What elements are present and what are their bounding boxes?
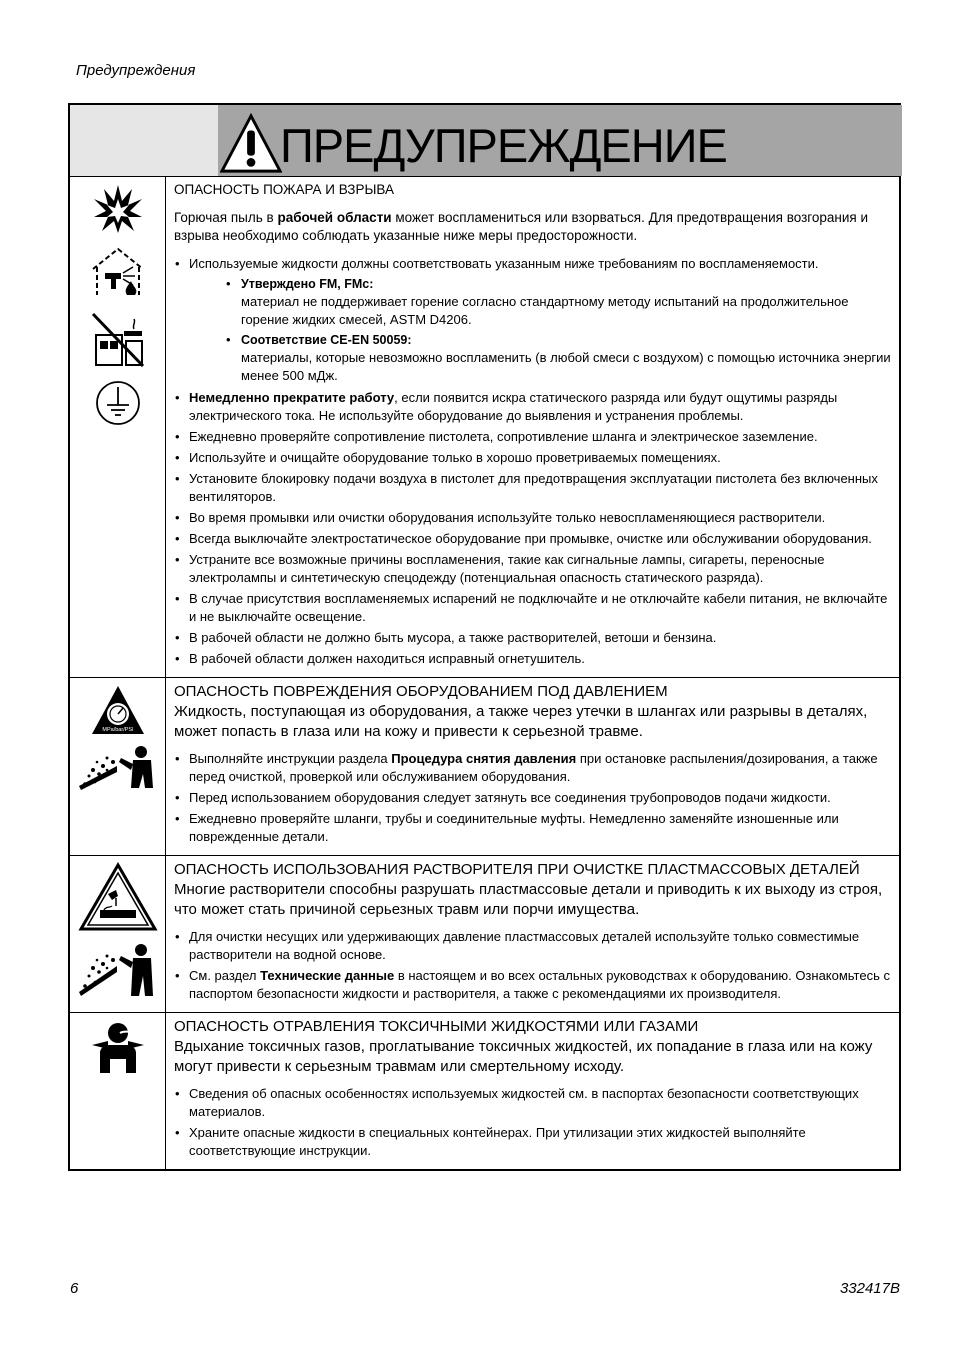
- hazard-title: ОПАСНОСТЬ ПОЖАРА И ВЗРЫВА: [174, 182, 394, 197]
- sub-bullet-title: Утверждено FM, FMc:: [241, 277, 374, 291]
- page-number: 6: [70, 1280, 79, 1297]
- hazard-title: ОПАСНОСТЬ ИСПОЛЬЗОВАНИЯ РАСТВОРИТЕЛЯ ПРИ ОЧИСТКЕ ПЛАСТМАССОВЫХ ДЕТАЛЕЙ: [174, 861, 860, 878]
- bullet-text: в настоящем и во всех остальных руководствах к оборудованию. Ознакомьтесь с паспортом безопасности жидкости и растворителя, а также с рекомендациями их производителя.: [189, 968, 890, 1001]
- hazard-text-fire: [166, 177, 899, 677]
- list-item: • Во время промывки или очистки оборудования используйте только невоспламеняющиеся растворители.: [174, 509, 893, 527]
- list-item: • Перед использованием оборудования следует затянуть все соединения трубопроводов подачи жидкости.: [174, 789, 893, 807]
- bullet-bold-text: Процедура снятия давления: [391, 751, 577, 766]
- hazard-intro: Многие растворители способны разрушать пластмассовые детали и приводить к их выходу из строя, что может стать причиной серьезных травм или порчи имущества.: [174, 881, 883, 918]
- hazard-icons-pressure: [70, 678, 166, 855]
- hazard-bullet-list: [174, 928, 893, 1003]
- bullet-text: Выполняйте инструкции раздела: [189, 751, 392, 766]
- list-item: • Всегда выключайте электростатическое оборудование при промывке, очистке или обслуживании оборудования.: [174, 530, 893, 548]
- warning-table: [68, 103, 901, 1171]
- list-item: • Установите блокировку подачи воздуха в пистолет для предотвращения эксплуатации пистолета без включенных вентиляторов.: [174, 470, 893, 506]
- hazard-row-toxic: [70, 1012, 899, 1169]
- list-item: • В случае присутствия воспламеняемых испарений не подключайте и не отключайте кабели питания, не включайте и не выключайте освещение.: [174, 590, 893, 626]
- list-item: [174, 967, 893, 1003]
- ground-icon: [94, 379, 142, 427]
- hazard-icons-fire: [70, 177, 166, 677]
- hazard-bullet-list: [174, 750, 893, 846]
- spray-fire-house-icon: [87, 245, 149, 301]
- sub-bullet-list: [226, 275, 893, 385]
- no-smoking-no-spark-icon: [90, 311, 146, 369]
- bullet-bold-text: Технические данные: [260, 968, 395, 983]
- intro-text: может воспламениться или взорваться. Для предотвращения возгорания и взрыва необходимо соблюдать указанные ниже меры предосторожности.: [174, 210, 869, 243]
- list-item: • Для очистки несущих или удерживающих давление пластмассовых деталей используйте только совместимые растворители на водной основе.: [174, 928, 893, 964]
- list-item: • Ежедневно проверяйте сопротивление пистолета, сопротивление шланга и электрическое заземление.: [174, 428, 893, 446]
- hazard-icons-solvent: [70, 856, 166, 1012]
- hazard-text-toxic: [166, 1013, 899, 1169]
- list-item: [174, 255, 893, 385]
- list-item: [174, 389, 893, 425]
- warning-triangle-icon: [220, 113, 282, 175]
- list-item: [226, 331, 893, 385]
- sub-bullet-text: материалы, которые невозможно воспламенить (в любой смеси с воздухом) с помощью источника энергии менее 500 мДж.: [241, 350, 891, 383]
- list-item: • В рабочей области должен находиться исправный огнетушитель.: [174, 650, 893, 668]
- banner-title: ПРЕДУПРЕЖДЕНИЕ: [280, 119, 727, 172]
- hazard-intro: Вдыхание токсичных газов, проглатывание токсичных жидкостей, их попадание в глаза или на кожу могут привести к серьезным травмам или смертельному исходу.: [174, 1038, 873, 1075]
- page-section-header: Предупреждения: [76, 62, 196, 79]
- warning-banner: [70, 105, 899, 177]
- hazard-bullet-list: [174, 255, 893, 668]
- hazard-intro: Жидкость, поступающая из оборудования, а также через утечки в шлангах или разрывы в деталях, может попасть в глаза или на кожу и привести к серьезной травме.: [174, 703, 868, 740]
- bullet-bold-text: Немедленно прекратите работу: [189, 390, 395, 405]
- explosion-icon: [92, 183, 144, 235]
- intro-text: Горючая пыль в: [174, 210, 278, 225]
- list-item: [174, 750, 893, 786]
- sub-bullet-title: Соответствие CE-EN 50059:: [241, 333, 412, 347]
- list-item: [226, 275, 893, 329]
- bullet-text: См. раздел: [189, 968, 261, 983]
- pressure-gauge-icon: [90, 684, 146, 736]
- hazard-bullet-list: [174, 1085, 893, 1160]
- hazard-title: ОПАСНОСТЬ ПОВРЕЖДЕНИЯ ОБОРУДОВАНИЕМ ПОД ДАВЛЕНИЕМ: [174, 683, 668, 700]
- hazard-text-solvent: [166, 856, 899, 1012]
- list-item: • Сведения об опасных особенностях используемых жидкостей см. в паспортах безопасности соответствующих материалов.: [174, 1085, 893, 1121]
- hazard-row-fire: [70, 177, 899, 677]
- list-item: • Ежедневно проверяйте шланги, трубы и соединительные муфты. Немедленно заменяйте изношенные или поврежденные детали.: [174, 810, 893, 846]
- list-item: • Устраните все возможные причины воспламенения, такие как сигнальные лампы, сигареты, переносные электролампы и синтетическую спецодежду (потенциальная опасность статического разряда).: [174, 551, 893, 587]
- sub-bullet-text: материал не поддерживает горение согласно стандартному методу испытаний на продолжительное горение жидких смесей, ASTM D4206.: [241, 294, 849, 327]
- splash-injury-icon: [77, 744, 159, 790]
- banner-title-bar: [218, 105, 902, 176]
- hazard-text-pressure: [166, 678, 899, 855]
- document-number: 332417B: [839, 1280, 900, 1297]
- toxic-fumes-icon: [90, 1019, 146, 1075]
- gauge-label: MPa/bar/PSI: [101, 727, 134, 733]
- hazard-row-pressure: [70, 677, 899, 855]
- bullet-text: , если появится искра статического разряда или будут ощутимы разряды электрического тока. Не используйте оборудование до выявления и устранения проблемы.: [189, 390, 838, 423]
- corrosive-warning-icon: [78, 862, 158, 932]
- hazard-title: ОПАСНОСТЬ ОТРАВЛЕНИЯ ТОКСИЧНЫМИ ЖИДКОСТЯМИ ИЛИ ГАЗАМИ: [174, 1018, 699, 1035]
- list-item: • Храните опасные жидкости в специальных контейнерах. При утилизации этих жидкостей выполняйте соответствующие инструкции.: [174, 1124, 893, 1160]
- banner-left-pad: [70, 105, 218, 176]
- list-item: • В рабочей области не должно быть мусора, а также растворителей, ветоши и бензина.: [174, 629, 893, 647]
- hazard-intro: [174, 209, 893, 245]
- hazard-row-solvent: [70, 855, 899, 1012]
- bullet-text: Используемые жидкости должны соответствовать указанным ниже требованиям по воспламеняемости.: [189, 256, 819, 271]
- intro-bold-text: рабочей области: [277, 210, 392, 225]
- list-item: • Используйте и очищайте оборудование только в хорошо проветриваемых помещениях.: [174, 449, 893, 467]
- hazard-icons-toxic: [70, 1013, 166, 1169]
- bullet-text: при остановке распыления/дозирования, а также перед очисткой, проверкой или обслуживанием оборудования.: [189, 751, 878, 784]
- splash-injury-icon: [77, 940, 159, 998]
